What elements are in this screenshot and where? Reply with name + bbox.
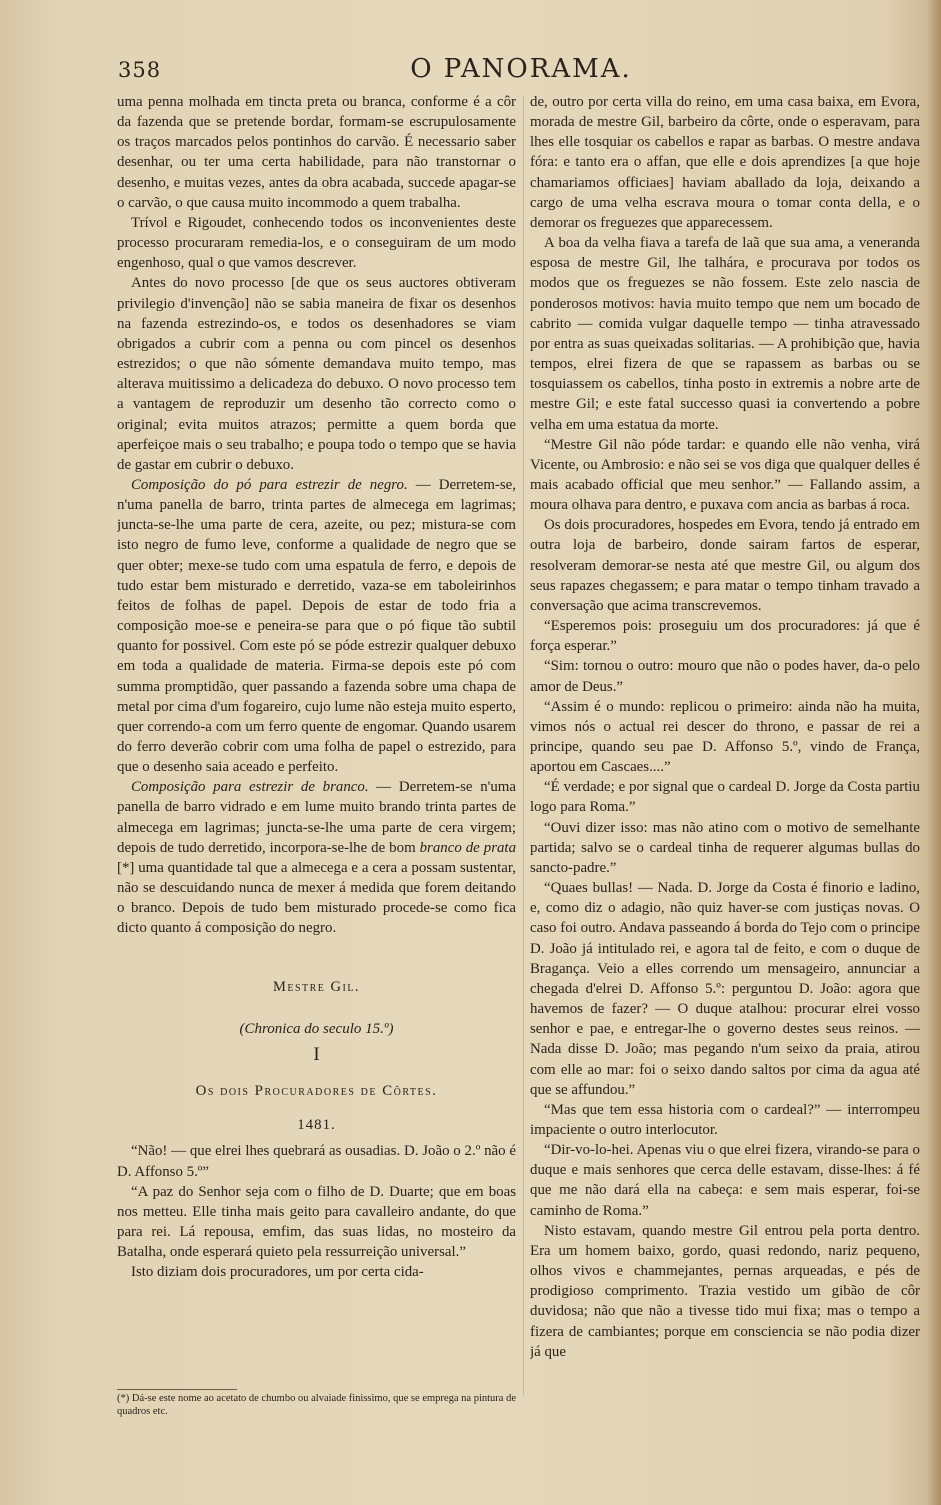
paragraph: “Mestre Gil não póde tardar: e quando elle não venha, virá Vicente, ou Ambrosio: e não sei se vos diga que qualquer delles é mais acabado official que meu senhor.” — Fallando assim, a moura olhava para dentro, e puxava com ancia as barbas á roca.: [530, 436, 920, 514]
black-recipe-text: — Derretem-se, n'uma panella de barro, trinta partes de almecega em lagrimas; juncta-se-lhe uma parte de cera, azeite, ou pez; mistura-se com isto negro de fumo leve, conforme a qualidade de negro que se quer obter; mexe-se tudo com uma espatula de ferro, e depois de tudo estar bem misturado e derretido, vaza-se em taboleirinhos feitos de folhas de papel. Depois de estar de todo fria a composição moe-se e peneira-se para que o pó fique tão subtil quanto for possivel. Com este pó se póde estrezir qualquer debuxo em toda a qualidade de materia. Firma-se depois este pó com summa promptidão, quer passando a fazenda sobre uma chapa de metal por cima d'um fogareiro, cujo lume não esteja muito esperto, quer correndo-a com um ferro quente de engomar. Quando usarem do ferro deverão cobrir com uma folha de papel o estrezido, para que o desenho saia aceado e perfeito.: [117, 476, 516, 776]
paragraph: de, outro por certa villa do reino, em uma casa baixa, em Evora, morada de mestre Gil, barbeiro da côrte, onde o esperavam, para lhes elle tosquiar os cabellos e rapar as barbas. O mestre andava fóra: e tanto era o affan, que elle e dois aprendizes [a que hoje chamariamos officiaes] haviam aballado da loja, deixando a cargo de uma velha escrava moura o tomar conta della, e o demorar os freguezes que apparecessem.: [530, 94, 920, 231]
white-recipe-text-end: [*] uma quantidade tal que a almecega e a cera a possam sustentar, não se descuidando nunca de mexer á medida que forem deitando o branco. Depois de tudo bem misturado procede-se como fica dicto quanto á composição do negro.: [117, 859, 516, 937]
chronicle-subtitle: (Chronica do seculo 15.º): [239, 1020, 394, 1037]
paragraph: “Quaes bullas! — Nada. D. Jorge da Costa é finorio e ladino, e, como diz o adagio, não quiz haver-se com justiças novas. O caso foi outro. Andava passeando á borda do Tejo com o principe D. João já intitulado rei, e agora tal de feito, e com o duque de Bragança. Veio a elles correndo um mensageiro, annunciar a chegada d'elrei D. Affonso 5.º: perguntou D. João: agora que havemos de fazer? — O duque atalhou: procurar elrei vosso senhor e pae, e entregar-lhe o governo destes seus reinos. — Nada disse D. João; mas pegando n'um seixo da praia, atirou com elle ao mar: foi o seixo dando saltos por cima da agua até que se affundou.”: [530, 880, 920, 1098]
page-number: 358: [118, 58, 162, 82]
left-column: [117, 92, 516, 1387]
story-paragraph: Isto diziam dois procuradores, um por certa cida-: [131, 1264, 424, 1281]
page-header: [118, 54, 924, 92]
paragraph: “Esperemos pois: proseguiu um dos procuradores: já que é força esperar.”: [530, 618, 920, 655]
paragraph: “Ouvi dizer isso: mas não atino com o motivo de semelhante partida; salvo se o cardeal tinha de requerer algumas bullas do sancto-padre.”: [530, 819, 920, 876]
running-title: O PANORAMA.: [410, 54, 632, 84]
chapter-title: Os dois Procuradores de Côrtes.: [195, 1083, 438, 1100]
white-recipe-label: Composição para estrezir de branco.: [131, 779, 369, 796]
right-column: [530, 92, 920, 1412]
paragraph: Trívol e Rigoudet, conhecendo todos os inconvenientes deste processo procuraram remedia-los, e o conseguiram de um modo engenhoso, qual o que vamos descrever.: [117, 214, 516, 272]
chapter-year: 1481.: [297, 1117, 336, 1134]
story-paragraph: “A paz do Senhor seja com o filho de D. Duarte; que em boas nos metteu. Elle tinha mais geito para cavalleiro andante, do que para rei. Lá repousa, emfim, das suas lidas, no mosteiro da Batalha, onde esperará quieto pela ressurreição universal.”: [117, 1183, 516, 1261]
paragraph: uma penna molhada em tincta preta ou branca, conforme é a côr da fazenda que se pretende bordar, formam-se escrupulosamente os traços marcados pelos pontinhos do carvão. É necessario saber desenhar, ou ter uma certa habilidade, para não transtornar o desenho, e muitas vezes, antes da obra acabada, succede apagar-se o carvão, o que causa muito incommodo a quem trabalha.: [117, 94, 516, 211]
paragraph: Antes do novo processo [de que os seus auctores obtiveram privilegio d'invenção] não se sabia maneira de fixar os desenhos na fazenda estrezindo-os, e todos os desenhadores se viam obrigados a cubrir com a penna ou com pincel os desenhos estrezidos; o que não sómente demandava muito tempo, mas alterava muitissimo a delicadeza do debuxo. O novo processo tem a vantagem de reproduzir um desenho tão correcto como o original; evita muitos atrazos; permitte a quem borda que aperfeiçoe mais o seu trabalho; e poupa todo o tempo que se havia de gastar em cubrir o debuxo.: [117, 275, 516, 473]
white-recipe-paragraph: [117, 777, 516, 938]
paragraph: “Mas que tem essa historia com o cardeal?” — interrompeu impaciente o outro interlocutor.: [530, 1101, 920, 1138]
black-recipe-label: Composição do pó para estrezir de negro.: [131, 476, 408, 493]
paragraph: Nisto estavam, quando mestre Gil entrou pela porta dentro. Era um homem baixo, gordo, quasi redondo, nariz pequeno, olhos vivos e chammejantes, pernas arqueadas, e pés de prodigioso comprimento. Trazia vestido um gibão de côr duvidosa; não que não a tivesse tido mui fixa; mas o tempo a fizera de cambiantes; porque em consciencia se não podia dizer já que: [530, 1222, 920, 1360]
white-recipe-italic: branco de prata: [419, 839, 516, 856]
chapter-number: I: [313, 1043, 320, 1065]
section-title: Mestre Gil.: [272, 978, 361, 995]
paragraph: “Dir-vo-lo-hei. Apenas viu o que elrei fizera, virando-se para o duque e mais senhores que cerca delle estavam, disse-lhes: á fé que me não dará ella na cabeça: e sem mais esperar, foi-se caminho de Roma.”: [530, 1142, 920, 1219]
page-edge: [927, 0, 941, 1505]
black-recipe-paragraph: [117, 475, 516, 777]
column-divider: [523, 96, 524, 1396]
footnote-rule: [117, 1389, 237, 1390]
paragraph: A boa da velha fiava a tarefa de laã que sua ama, a veneranda esposa de mestre Gil, lhe talhára, e procurava por todos os modos que os freguezes se não fossem. Este zelo nascia de ponderosos motivos: havia muito tempo que nem um bocado de cabrito — comida vulgar daquelle tempo — tinha atravessado por entra as suas queixadas solitarias. — A prohibição que, havia tempos, elrei fizera de que se rapassem as barbas ou se tosquiassem os cabellos, tinha posto in extremis a nobre arte de mestre Gil; e este fatal successo quasi ia convertendo a pobre velha em uma estatua da morte.: [530, 235, 920, 433]
paragraph: “É verdade; e por signal que o cardeal D. Jorge da Costa partiu logo para Roma.”: [530, 779, 920, 816]
paragraph: Os dois procuradores, hospedes em Evora, tendo já entrado em outra loja de barbeiro, donde sairam fartos de esperar, resolveram demorar-se nesta até que mestre Gil, ou algum dos seus rapazes chegassem; e para matar o tempo tinham travado a conversação que acima transcrevemos.: [530, 517, 920, 614]
paragraph: “Sim: tornou o outro: mouro que não o podes haver, da-o pelo amor de Deus.”: [530, 658, 920, 695]
story-paragraph: “Não! — que elrei lhes quebrará as ousadias. D. João o 2.º não é D. Affonso 5.º”: [117, 1143, 516, 1180]
white-recipe-text: — Derretem-se n'uma panella de barro vidrado e em lume muito brando trinta partes de almecega em lagrimas; juncta-se-lhe uma parte de cera virgem; depois de tudo derretido, incorpora-se-lhe de bom: [117, 779, 516, 856]
footnote: (*) Dá-se este nome ao acetato de chumbo ou alvaiade finissimo, que se emprega na pintura de quadros etc.: [117, 1393, 516, 1417]
paragraph: “Assim é o mundo: replicou o primeiro: ainda não ha muita, vimos nós o actual rei descer do throno, e passar de rei a principe, quando seu pae D. Affonso 5.º, vindo de França, aportou em Cascaes....”: [530, 698, 920, 776]
